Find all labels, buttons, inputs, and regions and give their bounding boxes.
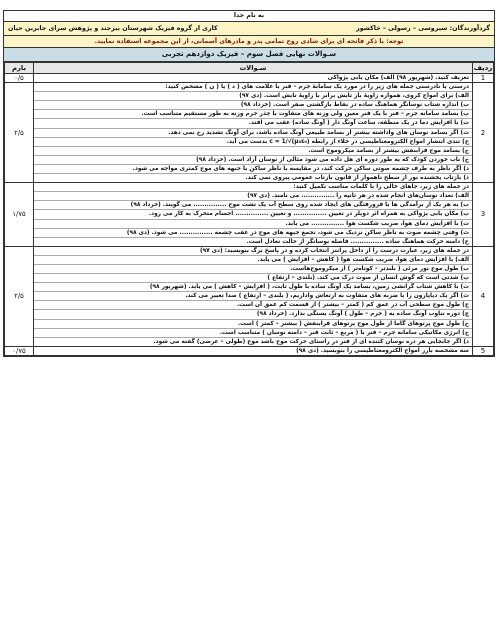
question-content bbox=[34, 74, 473, 83]
question-line: پ) مکان یابی پژواکی به همراه اثر دوپلر در تعیین ............... و تعیین ............... اجسام متحرک به کار می رود. bbox=[34, 210, 472, 219]
question-number: 4 bbox=[473, 246, 494, 346]
row-column-header: ردیف bbox=[473, 64, 493, 72]
table-header-row bbox=[5, 63, 494, 74]
question-row bbox=[5, 346, 494, 355]
question-line: ب) اندازه شتاب نوسانگر هماهنگ ساده در نقاط بازگشتی صفر است. (خرداد ۹۸) bbox=[34, 101, 472, 110]
question-number: 5 bbox=[473, 346, 494, 355]
question-line: ج) طول موج سطحی آب در عمق کم ( کمتر – بیشتر ) از قسمت کم عمق آن است. bbox=[34, 301, 472, 310]
question-line: ت) با کاهش شتاب گرانشی زمین، بسامد یک آونگ ساده با طول ثابت، ( افزایش – کاهش ) می یابد. (شهریور ۹۸) bbox=[34, 283, 472, 292]
question-score: ۲/۵ bbox=[5, 83, 34, 183]
question-line: پ) شدتی است که گوش انسان از صوت درک می کند. (بلندی – ارتفاع ) bbox=[34, 274, 472, 283]
question-number: 1 bbox=[473, 74, 494, 83]
question-line: تعریف کنید. (شهریور ۹۸) الف) مکان یابی پژواکی bbox=[327, 75, 469, 81]
question-line: الف) با افزایش دمای هوا، ضریب شکست هوا ( کاهش – افزایش ) می یابد. bbox=[34, 256, 472, 265]
question-line: د) اگر جابجایی هر ذره نوسان کننده ای از فنر در راستای حرکت موج باشد موج (طولی – عرضی) گفته می شود. bbox=[153, 338, 469, 345]
question-line: ت) با افزایش دمای هوا، ضریب شکست هوا ............... می یابد. bbox=[34, 220, 472, 229]
exam-sheet bbox=[3, 10, 495, 357]
question-score: ۰/۵ bbox=[5, 74, 34, 83]
question-content bbox=[34, 83, 473, 183]
question-line: چ) دوره تناوب آونگ ساده به ( جرم – طول ) آونگ بستگی ندارد. (خرداد ۹۸) bbox=[34, 310, 472, 319]
page-heading: به نام خدا bbox=[4, 11, 494, 22]
question-score: ۰/۷۵ bbox=[5, 346, 34, 355]
question-line: سه مشخصه بارز امواج الکترومغناطیسی را بنویسید. (دی ۹۸) bbox=[296, 347, 469, 354]
question-line: الف) برای امواج کروی، همواره زاویۀ باز تابش برابر با زاویۀ تابش است. (دی ۹۷) bbox=[34, 92, 472, 101]
question-content bbox=[34, 346, 473, 355]
dedication-note: توجه: با ذکر فاتحه ای برای شادی روح تمامی پدر و مادرهای آسمانی، از این مجموعه استفاده نمایید. bbox=[4, 36, 494, 48]
question-line: د) اگر ناظر به طرف چشمه صوتی ساکن حرکت کند، در مقایسه با ناظر ساکن با جبهه های موج کمتری مواجه می شود. bbox=[34, 165, 472, 174]
questions-body bbox=[5, 74, 494, 356]
question-content bbox=[34, 246, 473, 346]
question-line: ب) به هر یک از برآمدگی ها یا فرورفتگی های ایجاد شده روی سطح آب یک تشت موج ............... می گویند. (خرداد ۹۸) bbox=[34, 201, 472, 210]
question-score: ۱/۷۵ bbox=[5, 183, 34, 247]
question-line: الف) تعداد نوسان‌های انجام شده در هر ثانیه را ............... می نامند. (دی ۹۷) bbox=[34, 192, 472, 201]
question-line: ث) اگر یک دیاپازون را با ضربه های متفاوت به ارتعاش واداریم، ( بلندی – ارتفاع ) صدا تغییر می کند. bbox=[34, 292, 472, 301]
question-row bbox=[5, 183, 494, 247]
question-row bbox=[5, 83, 494, 183]
question-line: ح) بسامد موج فرابنفش بیشتر از بسامد میکروموج است. bbox=[34, 147, 472, 156]
question-line: در جمله های زیر، عبارت درست را از داخل پرانتز انتخاب کرده و در پاسخ برگ بنویسید: (دی ۹۷) bbox=[34, 247, 472, 256]
question-row bbox=[5, 246, 494, 346]
question-line: ح) طول موج پرتوهای گاما از طول موج پرتوهای فرابنفش ( بیشتر – کمتر ) است. bbox=[34, 320, 472, 329]
question-line: ث) وقتی چشمه صوت به ناظر ساکن نزدیک می شود، تجمع جبهه های موج در عقب چشمه ............... می شود. (دی ۹۸) bbox=[34, 229, 472, 238]
question-line: ت) با افزایش دما در یک منطقه، ساعت آونگ دار ( آونگ ساده) عقب می افتد. bbox=[34, 119, 472, 128]
question-score: ۲/۵ bbox=[5, 246, 34, 346]
question-line: خ) انرژی مکانیکی سامانه جرم – فنر با ( مربع – ثابت فنر – دامنه نوسان ) متناسب است. bbox=[34, 329, 472, 338]
question-row bbox=[5, 74, 494, 83]
questions-column-header: سـوالات bbox=[34, 63, 473, 74]
question-line: در جمله های زیر، جاهای خالی را با کلمات مناسب تکمیل کنید: bbox=[34, 183, 472, 192]
question-line: پ) بسامد سامانه جرم – فنر با یک فنر معین ولی وزنه های متفاوت با جذر جرم وزنه به طور مستقیم متناسب است. bbox=[34, 110, 472, 119]
exam-subject: سـوالات نهایی فصل سوم – فیزیک دوازدهم تجربی bbox=[4, 48, 494, 62]
questions-table bbox=[4, 62, 494, 356]
question-line: ب) طول موج نور مرئی ( بلندتر – کوتاه‌تر ) از میکروموج‌هاست. bbox=[34, 265, 472, 274]
question-number: 3 bbox=[473, 183, 494, 247]
question-line: ث) اگر بسامد نوسان های واداشته بیشتر از بسامد طبیعی آونگ ساده باشد، برای آونگ تشدید رخ نمی دهد. bbox=[34, 129, 472, 138]
authors-text: گردآورندگان: سیروسی – رسولی – خاکشور bbox=[356, 25, 490, 32]
authors-band bbox=[4, 22, 494, 36]
question-number: 2 bbox=[473, 83, 494, 183]
question-line: خ) تاب خوردن کودک که به طور دوره ای هل داده می شود مثالی از نوسان آزاد است. (خرداد ۹۸) bbox=[34, 156, 472, 165]
question-line: درستی یا نادرستی جمله های زیر را در مورد یک سامانۀ جرم – فنر با علامت های ( د ) یا ( ن ) مشخص کنید: bbox=[34, 83, 472, 92]
question-content bbox=[34, 183, 473, 247]
question-line: ج) تندی انتشار امواج الکترومغناطیسی در خلاء از رابطه c = 1/√(μ₀ε₀) بدست می آید. bbox=[34, 138, 472, 147]
question-line: ذ) بازتاب پخشنده نور از سطح ناهموار از قانون بازتاب عمومی پیروی نمی کند. bbox=[245, 175, 469, 182]
question-line: ج) دامنه حرکت هماهنگ ساده ............... فاصله نوسانگر از حالت تعادل است. bbox=[246, 238, 469, 245]
group-text: کاری از گروه فیزیک شهرستان بیرجند و پژوهش سرای جابرین حیان bbox=[8, 25, 218, 32]
score-column-header: بارم bbox=[5, 63, 34, 74]
